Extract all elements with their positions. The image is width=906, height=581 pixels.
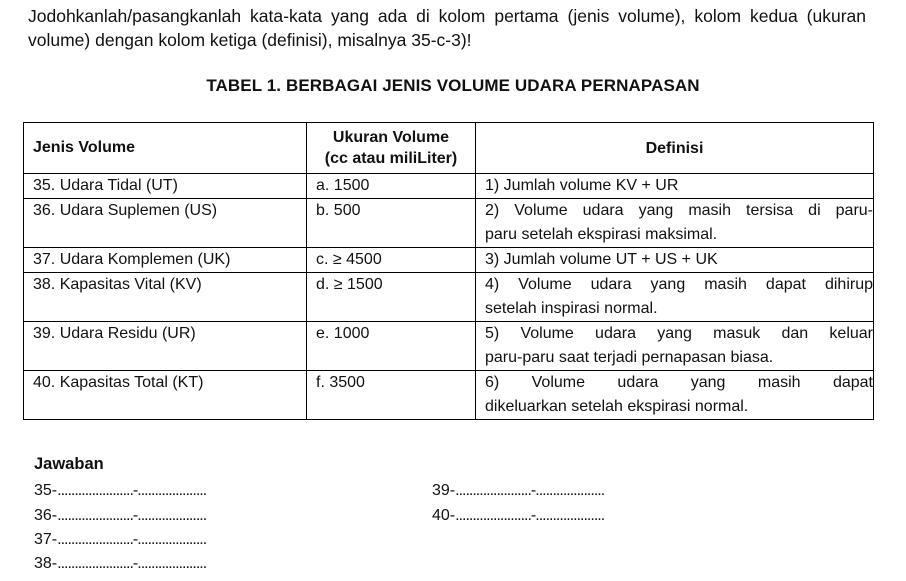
cell-ukuran: b. 500 bbox=[307, 199, 476, 248]
header-ukuran-line1: Ukuran Volume bbox=[332, 129, 450, 146]
definisi-line: 3) Jumlah volume UT + US + UK bbox=[485, 251, 718, 268]
table-row bbox=[24, 371, 874, 420]
table-row bbox=[24, 322, 874, 371]
table-title: TABEL 1. BERBAGAI JENIS VOLUME UDARA PERNAPASAN bbox=[206, 76, 700, 95]
definisi-line: setelah inspirasi normal. bbox=[485, 300, 658, 317]
answer-label: 38- bbox=[34, 555, 58, 572]
instruction-text: Jodohkanlah/pasangkanlah kata-kata yang ada di kolom pertama (jenis volume), kolom kedua (ukuran volume) dengan kolom ketiga (definisi), misalnya 35-c-3)! bbox=[28, 6, 866, 50]
answer-blank[interactable]: ......................-.................... bbox=[57, 555, 207, 572]
header-ukuran-volume bbox=[307, 123, 476, 174]
answer-blank[interactable]: ......................-.................... bbox=[455, 482, 605, 499]
volume-table bbox=[23, 122, 874, 420]
answer-label: 37- bbox=[34, 531, 58, 548]
definisi-line: 1) Jumlah volume KV + UR bbox=[485, 177, 679, 194]
answer-blank[interactable]: ......................-.................... bbox=[57, 507, 207, 524]
cell-ukuran: a. 1500 bbox=[307, 174, 476, 199]
definisi-line: 6) Volume udara yang masih dapat bbox=[485, 374, 873, 391]
cell-jenis: 40. Kapasitas Total (KT) bbox=[24, 371, 307, 420]
table-header-row bbox=[24, 123, 874, 174]
answer-label: 35- bbox=[34, 482, 58, 499]
answers-title: Jawaban bbox=[34, 455, 104, 473]
cell-ukuran: d. ≥ 1500 bbox=[307, 273, 476, 322]
definisi-line: 2) Volume udara yang masih tersisa di paru- bbox=[485, 202, 873, 219]
answer-line-35[interactable] bbox=[34, 480, 206, 502]
table-row bbox=[24, 199, 874, 248]
cell-definisi bbox=[476, 322, 874, 371]
answer-line-38[interactable] bbox=[34, 553, 206, 575]
answer-label: 39- bbox=[432, 482, 456, 499]
definisi-line: 5) Volume udara yang masuk dan keluar bbox=[485, 325, 873, 342]
definisi-line: 4) Volume udara yang masih dapat dihirup bbox=[485, 276, 873, 293]
cell-definisi bbox=[476, 273, 874, 322]
answer-blank[interactable]: ......................-.................... bbox=[455, 507, 605, 524]
cell-ukuran: c. ≥ 4500 bbox=[307, 248, 476, 273]
answer-blank[interactable]: ......................-.................... bbox=[57, 482, 207, 499]
definisi-line: dikeluarkan setelah ekspirasi normal. bbox=[485, 398, 749, 415]
answer-line-36[interactable] bbox=[34, 505, 206, 527]
answer-line-40[interactable] bbox=[432, 505, 604, 527]
answer-label: 36- bbox=[34, 507, 58, 524]
cell-definisi bbox=[476, 199, 874, 248]
header-jenis-volume: Jenis Volume bbox=[24, 123, 307, 174]
cell-definisi bbox=[476, 174, 874, 199]
cell-ukuran: f. 3500 bbox=[307, 371, 476, 420]
cell-definisi bbox=[476, 371, 874, 420]
header-ukuran-line2: (cc atau miliLiter) bbox=[324, 150, 458, 167]
answer-line-37[interactable] bbox=[34, 529, 206, 551]
header-definisi: Definisi bbox=[476, 123, 874, 174]
cell-ukuran: e. 1000 bbox=[307, 322, 476, 371]
cell-definisi bbox=[476, 248, 874, 273]
cell-jenis: 37. Udara Komplemen (UK) bbox=[24, 248, 307, 273]
cell-jenis: 39. Udara Residu (UR) bbox=[24, 322, 307, 371]
cell-jenis: 35. Udara Tidal (UT) bbox=[24, 174, 307, 199]
definisi-line: paru setelah ekspirasi maksimal. bbox=[485, 226, 718, 243]
answer-label: 40- bbox=[432, 507, 456, 524]
table-row bbox=[24, 248, 874, 273]
cell-jenis: 38. Kapasitas Vital (KV) bbox=[24, 273, 307, 322]
definisi-line: paru-paru saat terjadi pernapasan biasa. bbox=[485, 349, 774, 366]
answer-line-39[interactable] bbox=[432, 480, 604, 502]
table-row bbox=[24, 273, 874, 322]
table-row bbox=[24, 174, 874, 199]
cell-jenis: 36. Udara Suplemen (US) bbox=[24, 199, 307, 248]
answer-blank[interactable]: ......................-.................... bbox=[57, 531, 207, 548]
